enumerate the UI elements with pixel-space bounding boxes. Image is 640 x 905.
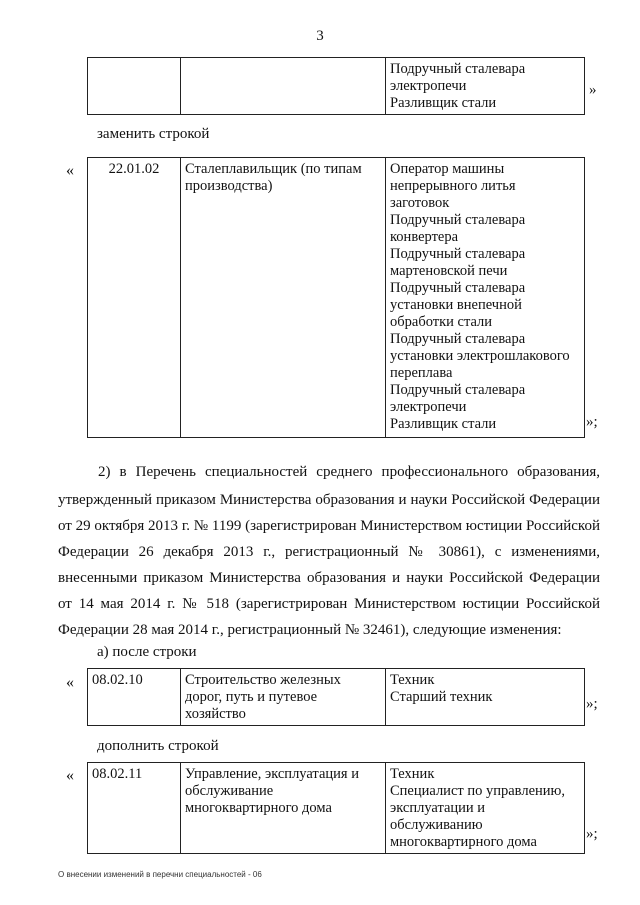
qualification-line: обслуживанию [390,817,483,833]
table-cell-qualifications [386,158,585,438]
qualification-line: заготовок [390,195,450,211]
paragraph-line: Федерации 26 декабря 2013 г., регистрационный № 30861), с изменениями, [58,544,600,560]
qualification-line: Специалист по управлению, [390,783,565,799]
qualification-line: мартеновской печи [390,263,508,279]
table-cell-code: 08.02.10 [88,669,181,726]
qualification-line: Подручный сталевара [390,280,526,296]
table-row [88,763,585,854]
qualification-line: Оператор машины [390,161,505,177]
table-replacement [87,157,585,438]
qualification-line: Подручный сталевара [390,382,526,398]
qualification-line: Подручный сталевара [390,246,526,262]
closing-quote: »; [586,414,598,430]
table-cell-code: 22.01.02 [88,158,181,438]
table-cell-code [88,58,181,115]
table-row [88,158,585,438]
table-cell-qualifications [386,58,585,115]
qualification-line: установки электрошлакового [390,348,570,364]
qualification-line: Подручный сталевара [390,331,526,347]
opening-quote: « [66,767,74,784]
replace-label: заменить строкой [97,126,210,142]
table-cell-name [181,158,386,438]
name-line: обслуживание [185,783,274,799]
table-continuation [87,57,585,115]
qualification-line: непрерывного литья [390,178,516,194]
paragraph-line: утвержденный приказом Министерства образования и науки Российской Федерации [58,492,600,508]
qualification-line: электропечи [390,399,467,415]
qualification-line: конвертера [390,229,459,245]
qualification-line: электропечи [390,78,467,94]
qualification-line: Техник [390,766,435,782]
qualification-line: установки внепечной [390,297,522,313]
qualification-line: Разливщик стали [390,416,497,432]
name-line: Сталеплавильщик (по типам [185,161,362,177]
qualification-line: Подручный сталевара [390,212,526,228]
table-after-row [87,668,585,726]
footer-note: О внесении изменений в перечни специальностей - 06 [58,870,262,879]
after-row-label: а) после строки [97,644,197,660]
table-row [88,669,585,726]
name-line: дорог, путь и путевое [185,689,318,705]
add-row-label: дополнить строкой [97,738,219,754]
name-line: Управление, эксплуатация и [185,766,359,782]
paragraph-line: Федерации 28 мая 2014 г., регистрационный № 32461), следующие изменения: [58,622,562,638]
table-cell-name [181,58,386,115]
opening-quote: « [66,674,74,691]
table-row [88,58,585,115]
paragraph-line: от 14 мая 2014 г. № 518 (зарегистрирован Министерством юстиции Российской [58,596,600,612]
closing-quote: »; [586,696,598,712]
qualification-line: Разливщик стали [390,95,497,111]
table-cell-name [181,763,386,854]
table-added-row [87,762,585,854]
qualification-line: Старший техник [390,689,493,705]
paragraph-line: 2) в Перечень специальностей среднего профессионального образования, [98,464,600,480]
closing-quote: »; [586,826,598,842]
closing-quote: » [589,82,597,98]
name-line: производства) [185,178,273,194]
qualification-line: многоквартирного дома [390,834,537,850]
opening-quote: « [66,162,74,179]
page-number: 3 [316,28,324,44]
name-line: Строительство железных [185,672,341,688]
table-cell-name [181,669,386,726]
qualification-line: Техник [390,672,435,688]
paragraph-line: внесенными приказом Министерства образования и науки Российской Федерации [58,570,600,586]
paragraph-line: от 29 октября 2013 г. № 1199 (зарегистрирован Министерством юстиции Российской [58,518,600,534]
qualification-line: эксплуатации и [390,800,486,816]
table-cell-code: 08.02.11 [88,763,181,854]
qualification-line: обработки стали [390,314,493,330]
name-line: хозяйство [185,706,246,722]
qualification-line: Подручный сталевара [390,61,526,77]
table-cell-qualifications [386,669,585,726]
qualification-line: переплава [390,365,453,381]
name-line: многоквартирного дома [185,800,332,816]
table-cell-qualifications [386,763,585,854]
